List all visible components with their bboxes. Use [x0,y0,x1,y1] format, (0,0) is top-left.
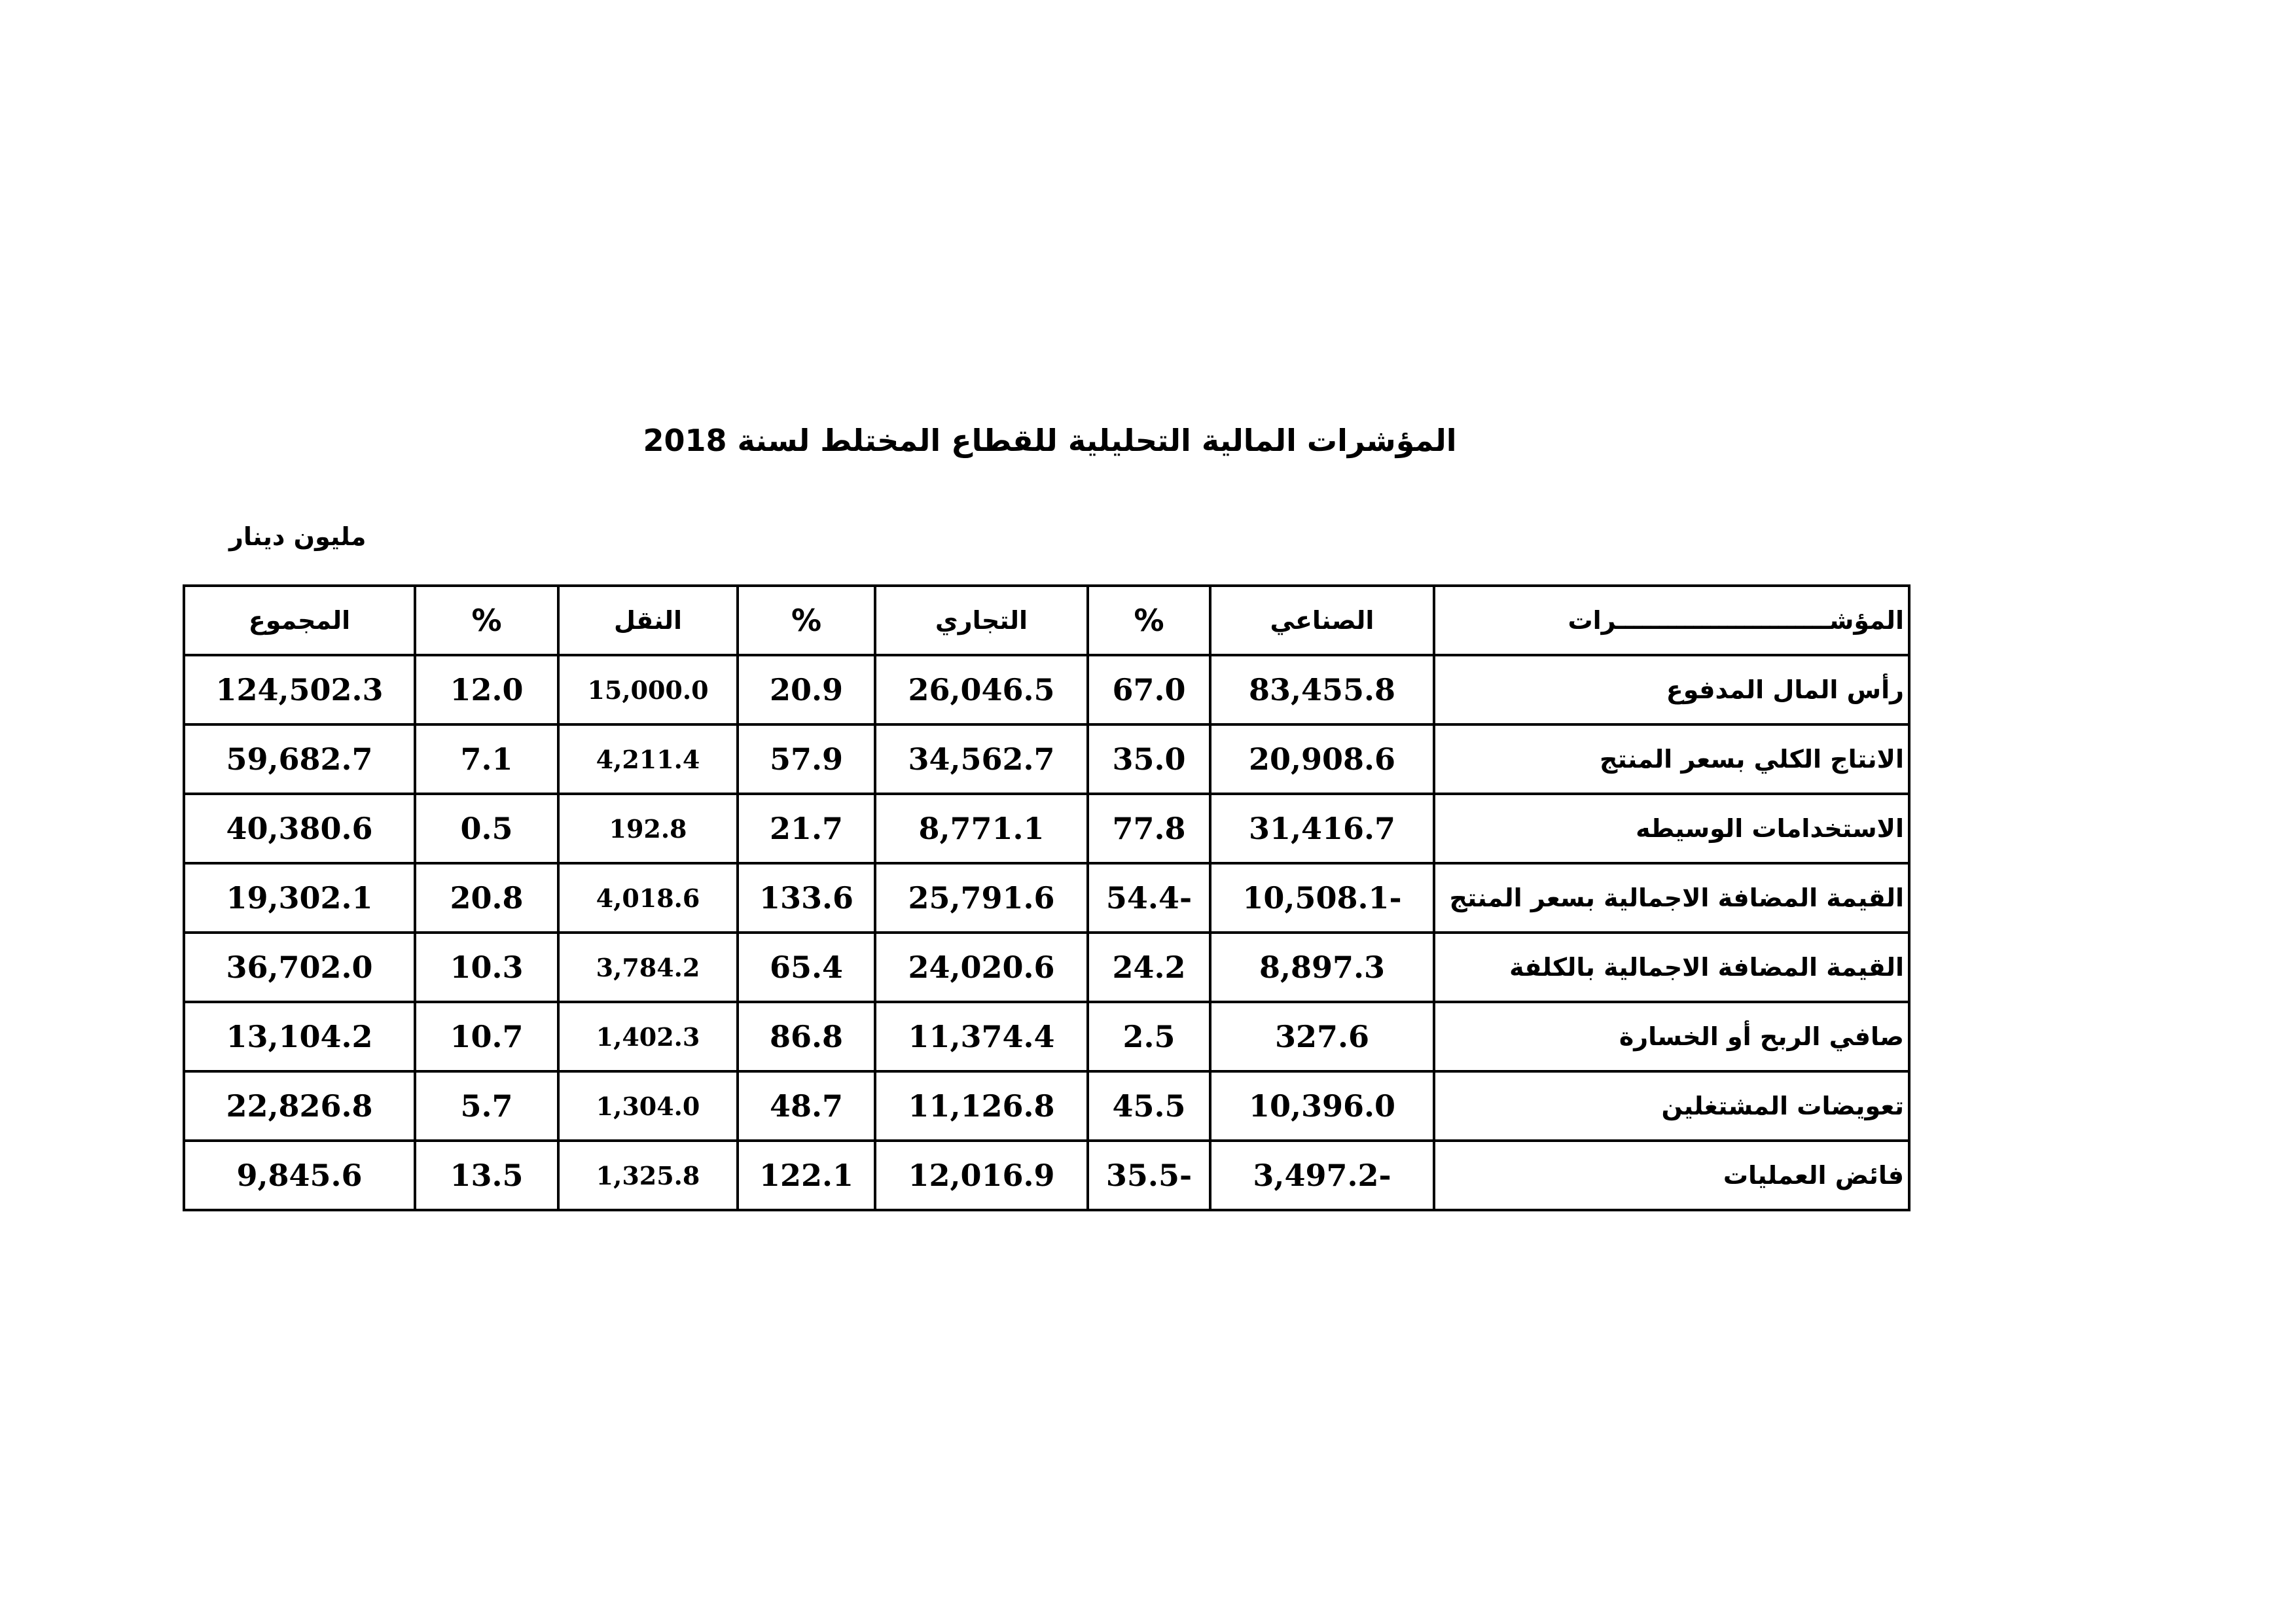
cell-industrial: 327.6 [1210,1002,1434,1071]
table-row [184,863,1909,933]
cell-industrial-pct: 35.0 [1088,724,1210,794]
cell-transport-pct: 0.5 [415,794,558,863]
cell-industrial: 83,455.8 [1210,655,1434,724]
header-transport: النقل [558,586,738,655]
cell-commercial: 24,020.6 [875,933,1088,1002]
header-transport-pct: % [415,586,558,655]
cell-total: 22,826.8 [184,1071,415,1141]
cell-commercial-pct: 20.9 [738,655,875,724]
table-row [184,794,1909,863]
table-row [184,724,1909,794]
cell-industrial-pct: 24.2 [1088,933,1210,1002]
cell-commercial: 11,126.8 [875,1071,1088,1141]
cell-commercial-pct: 57.9 [738,724,875,794]
cell-industrial-pct: 35.5- [1088,1141,1210,1210]
cell-indicator: تعويضات المشتغلين [1434,1071,1909,1141]
cell-industrial: 8,897.3 [1210,933,1434,1002]
table-row [184,1002,1909,1071]
table-row [184,655,1909,724]
cell-transport: 3,784.2 [558,933,738,1002]
indicators-table [183,584,1910,1211]
cell-commercial: 12,016.9 [875,1141,1088,1210]
cell-commercial-pct: 86.8 [738,1002,875,1071]
table-row [184,1141,1909,1210]
cell-commercial-pct: 65.4 [738,933,875,1002]
cell-transport: 1,304.0 [558,1071,738,1141]
cell-industrial: 20,908.6 [1210,724,1434,794]
cell-commercial: 25,791.6 [875,863,1088,933]
cell-commercial: 8,771.1 [875,794,1088,863]
unit-label: مليون دينار [229,522,367,551]
cell-commercial-pct: 48.7 [738,1071,875,1141]
cell-transport: 15,000.0 [558,655,738,724]
header-commercial: التجاري [875,586,1088,655]
cell-transport: 192.8 [558,794,738,863]
cell-industrial: 10,396.0 [1210,1071,1434,1141]
cell-industrial-pct: 45.5 [1088,1071,1210,1141]
cell-total: 36,702.0 [184,933,415,1002]
cell-indicator: القيمة المضافة الاجمالية بسعر المنتج [1434,863,1909,933]
cell-commercial: 11,374.4 [875,1002,1088,1071]
header-total: المجموع [184,586,415,655]
cell-industrial-pct: 77.8 [1088,794,1210,863]
table-row [184,933,1909,1002]
cell-indicator: فائض العمليات [1434,1141,1909,1210]
cell-indicator: الاستخدامات الوسيطه [1434,794,1909,863]
cell-commercial-pct: 133.6 [738,863,875,933]
cell-industrial: 10,508.1- [1210,863,1434,933]
header-commercial-pct: % [738,586,875,655]
cell-total: 124,502.3 [184,655,415,724]
table-row [184,1071,1909,1141]
cell-transport-pct: 20.8 [415,863,558,933]
cell-transport: 1,402.3 [558,1002,738,1071]
cell-transport: 1,325.8 [558,1141,738,1210]
cell-transport-pct: 10.3 [415,933,558,1002]
cell-industrial-pct: 2.5 [1088,1002,1210,1071]
cell-commercial: 26,046.5 [875,655,1088,724]
page-title: المؤشرات المالية التحليلية للقطاع المختلط لسنة 2018 [643,423,1457,458]
cell-industrial-pct: 54.4- [1088,863,1210,933]
cell-total: 13,104.2 [184,1002,415,1071]
cell-transport-pct: 5.7 [415,1071,558,1141]
cell-industrial: 3,497.2- [1210,1141,1434,1210]
cell-commercial-pct: 21.7 [738,794,875,863]
cell-total: 59,682.7 [184,724,415,794]
cell-total: 40,380.6 [184,794,415,863]
cell-indicator: صافي الربح أو الخسارة [1434,1002,1909,1071]
header-indicator: المؤشـــــــــــــــــــــــــرات [1434,586,1909,655]
cell-commercial-pct: 122.1 [738,1141,875,1210]
table-header-row [184,586,1909,655]
cell-industrial-pct: 67.0 [1088,655,1210,724]
cell-commercial: 34,562.7 [875,724,1088,794]
cell-transport-pct: 13.5 [415,1141,558,1210]
cell-indicator: رأس المال المدفوع [1434,655,1909,724]
cell-transport-pct: 7.1 [415,724,558,794]
header-industrial-pct: % [1088,586,1210,655]
cell-total: 19,302.1 [184,863,415,933]
cell-transport-pct: 12.0 [415,655,558,724]
cell-transport: 4,211.4 [558,724,738,794]
cell-indicator: القيمة المضافة الاجمالية بالكلفة [1434,933,1909,1002]
cell-indicator: الانتاج الكلي بسعر المنتج [1434,724,1909,794]
header-industrial: الصناعي [1210,586,1434,655]
cell-transport-pct: 10.7 [415,1002,558,1071]
cell-transport: 4,018.6 [558,863,738,933]
cell-industrial: 31,416.7 [1210,794,1434,863]
cell-total: 9,845.6 [184,1141,415,1210]
